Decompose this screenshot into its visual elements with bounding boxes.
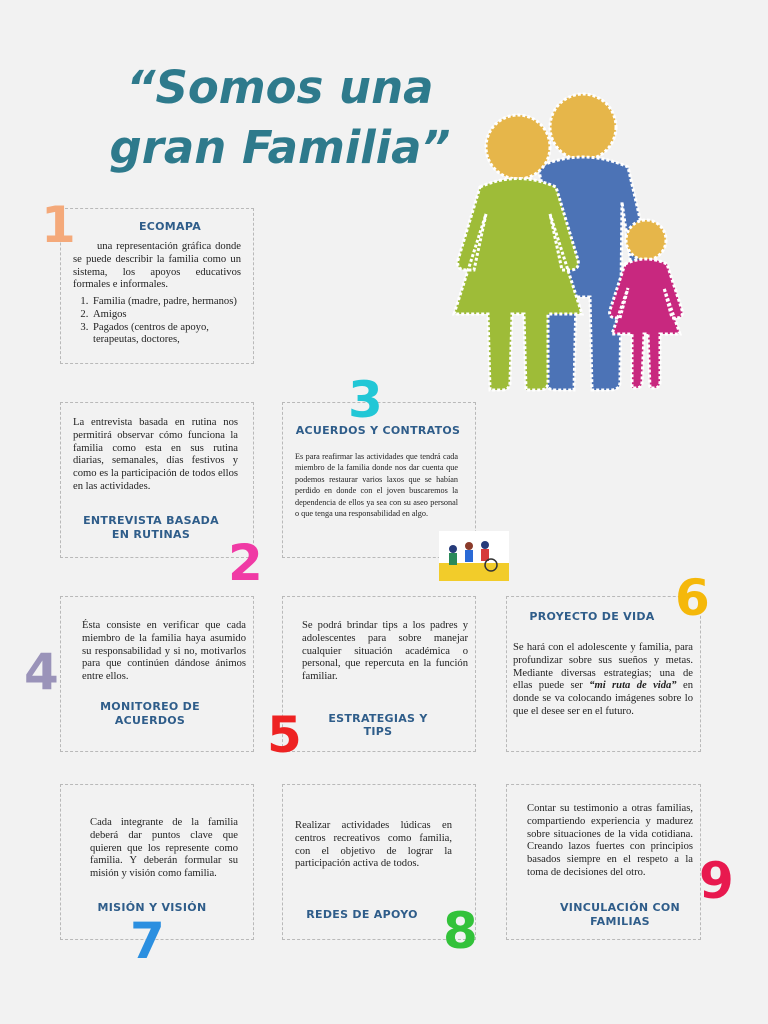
section-number-2: 2	[228, 534, 263, 592]
section-text-8: Realizar actividades lúdicas en centros recreativos como familia, con el objetivo de lograr la participación activa de todos.	[295, 820, 452, 870]
section-number-8: 8	[443, 902, 478, 960]
section-number-3: 3	[348, 371, 383, 429]
kids-playing-icon	[439, 531, 509, 581]
section-list-1	[73, 296, 245, 347]
section-text-2: La entrevista basada en rutina nos permitirá observar cómo funciona la familia como esta en sus rutina diarias, semanales, días festivos y como es la participación de todos ellos en las actividades.	[73, 417, 238, 492]
section-text-7: Cada integrante de la familia deberá dar puntos clave que quieren que los represente como familia. Y deberán formular su misión y visión como familia.	[90, 817, 238, 880]
list-item: 2. Amigos	[91, 309, 245, 322]
section-text-1: una representación gráfica donde se puede describir la familia como un sistema, los apoyos educativos formales e informales.	[73, 241, 241, 291]
section-number-9: 9	[699, 852, 734, 910]
section-heading-5: ESTRATEGIAS Y TIPS	[328, 712, 428, 738]
list-item: 1. Familia (madre, padre, hermanos)	[91, 296, 245, 309]
family-silhouette-icon	[450, 92, 695, 394]
section-heading-2: ENTREVISTA BASADA EN RUTINAS	[83, 514, 219, 541]
page-title: “Somos una gran Familia”	[109, 61, 451, 174]
section-text-6: Se hará con el adolescente y familia, para profundizar sobre sus sueños y metas. Mediante diversas estrategias; una de ellas puede ser “mi ruta de vida” en donde se va colocando imágenes sobre lo que el desee ser en el futuro.	[513, 642, 693, 717]
section-text-5: Se podrá brindar tips a los padres y adolescentes para sobre manejar cualquier situación académica o personal, que repercuta en la función familiar.	[302, 620, 468, 683]
section-text-9: Contar su testimonio a otras familias, compartiendo experiencia y madurez sobre situaciones de la vida cotidiana. Creando lazos fuertes con principios basados siempre en el respeto a la toma de decisiones del otro.	[527, 803, 693, 878]
section-number-6: 6	[675, 569, 710, 627]
section-heading-9: VINCULACIÓN CON FAMILIAS	[559, 901, 681, 928]
section-heading-8: REDES DE APOYO	[306, 908, 418, 921]
section-heading-7: MISIÓN Y VISIÓN	[97, 901, 207, 914]
section-heading-4: MONITOREO DE ACUERDOS	[100, 700, 200, 727]
section-heading-3: ACUERDOS Y CONTRATOS	[295, 424, 461, 437]
section-number-1: 1	[41, 196, 76, 254]
list-item: 3. Pagados (centros de apoyo, terapeutas, doctores,	[91, 322, 245, 348]
section-number-7: 7	[130, 912, 165, 970]
section-text-3: Es para reafirmar las actividades que tendrá cada miembro de la familia donde nos dar cuenta que podemos restaurar varios laxos que se habían perdido en donde con el joven buscaremos la dependencia de ellos ya sea con su aseo personal o que tenga una responsabilidad en algo.	[295, 452, 458, 519]
section-number-5: 5	[267, 706, 302, 764]
section-heading-6: PROYECTO DE VIDA	[529, 610, 655, 623]
section-text-4: Ésta consiste en verificar que cada miembro de la familia haya asumido su responsabilidad y si no, motivarlos para que continúen dándose ánimos entre ellos.	[82, 620, 246, 683]
section-heading-1: ECOMAPA	[138, 220, 202, 233]
section-number-4: 4	[24, 643, 59, 701]
